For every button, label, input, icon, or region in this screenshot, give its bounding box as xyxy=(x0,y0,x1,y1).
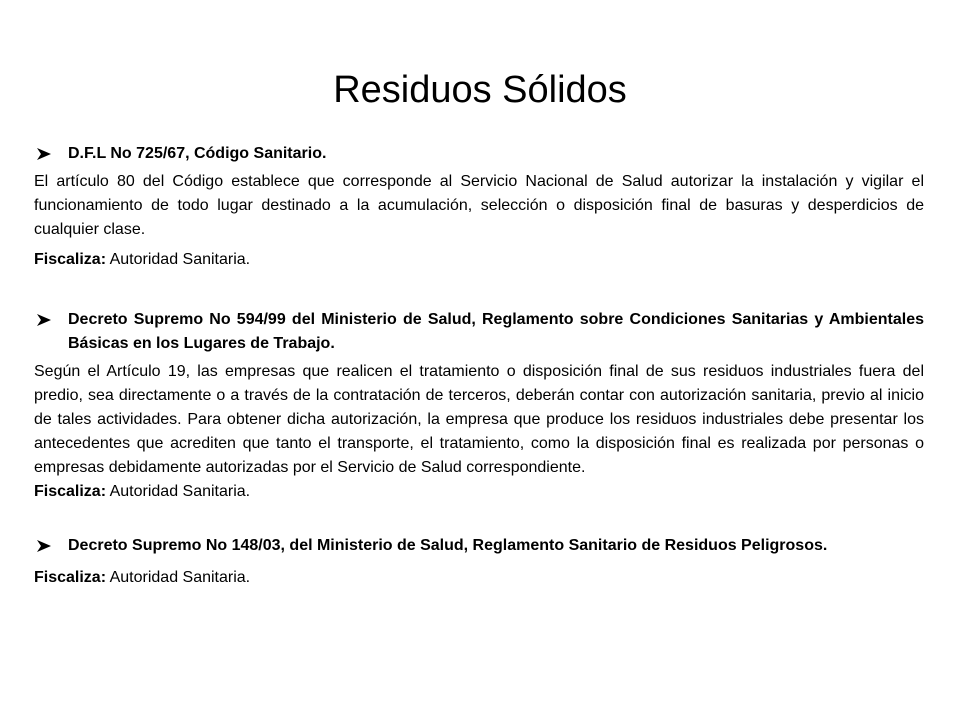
slide-content xyxy=(34,142,924,590)
section-body: Según el Artículo 19, las empresas que realicen el tratamiento o disposición final de sus residuos industriales fuera del predio, sea directamente o a través de la contratación de terceros, deberán contar con autorización sanitaria, previo al inicio de tales actividades. Para obtener dicha autorización, la empresa que produce los residuos industriales debe presentar los antecedentes que acrediten que tanto el transporte, el tratamiento, como la disposición final es realizada por personas o empresas debidamente autorizadas por el Servicio de Salud correspondiente. xyxy=(34,363,924,476)
section-codigo-sanitario xyxy=(34,142,924,272)
arrow-bullet-icon xyxy=(34,142,54,166)
section-heading xyxy=(34,534,924,558)
fiscaliza-line xyxy=(34,566,924,590)
fiscaliza-value: Autoridad Sanitaria. xyxy=(109,251,251,268)
slide-title: Residuos Sólidos xyxy=(333,69,627,111)
fiscaliza-label: Fiscaliza: xyxy=(34,483,107,500)
section-heading xyxy=(34,308,924,356)
arrow-bullet-icon xyxy=(34,308,54,332)
fiscaliza-line xyxy=(34,480,924,504)
arrow-bullet-icon xyxy=(34,534,54,558)
heading-text: D.F.L No 725/67, Código Sanitario. xyxy=(68,145,327,162)
section-body: El artículo 80 del Código establece que corresponde al Servicio Nacional de Salud autorizar la instalación y vigilar el funcionamiento de todo lugar destinado a la acumulación, selección o disposición final de basuras y desperdicios de cualquier clase. xyxy=(34,173,924,238)
fiscaliza-value: Autoridad Sanitaria. xyxy=(109,569,251,586)
fiscaliza-line xyxy=(34,248,924,272)
section-decreto-148 xyxy=(34,534,924,590)
section-decreto-594 xyxy=(34,308,924,504)
fiscaliza-label: Fiscaliza: xyxy=(34,569,107,586)
heading-text: Decreto Supremo No 148/03, del Ministerio de Salud, Reglamento Sanitario de Residuos Peligrosos. xyxy=(68,537,828,554)
fiscaliza-value: Autoridad Sanitaria. xyxy=(109,483,251,500)
section-heading xyxy=(34,142,924,166)
heading-text: Decreto Supremo No 594/99 del Ministerio de Salud, Reglamento sobre Condiciones Sanitarias y Ambientales Básicas en los Lugares de Trabajo. xyxy=(68,311,924,352)
fiscaliza-label: Fiscaliza: xyxy=(34,251,107,268)
